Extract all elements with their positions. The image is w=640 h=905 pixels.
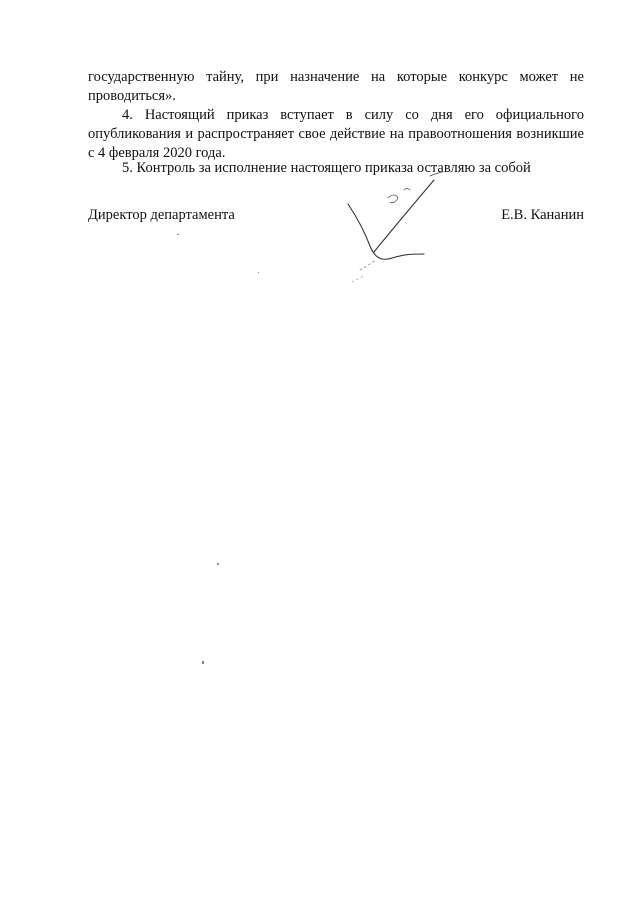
signatory-name: Е.В. Кананин	[501, 207, 584, 223]
signatory-title: Директор департамента	[88, 207, 235, 223]
paragraph-continuation: государственную тайну, при назначение на которые конкурс может не проводиться».	[88, 69, 584, 104]
handwritten-signature	[330, 170, 460, 290]
scan-speck	[177, 234, 179, 235]
scan-speck	[217, 563, 219, 565]
scan-speck	[202, 661, 204, 664]
paragraph-item-5: 5. Контроль за исполнение настоящего приказа оставляю за собой	[122, 160, 531, 176]
scan-speck	[258, 272, 259, 273]
paragraph-item-4: 4. Настоящий приказ вступает в силу со дня его официального опубликования и распространяет свое действие на правоотношения возникшие с 4 февраля 2020 года.	[88, 107, 584, 161]
